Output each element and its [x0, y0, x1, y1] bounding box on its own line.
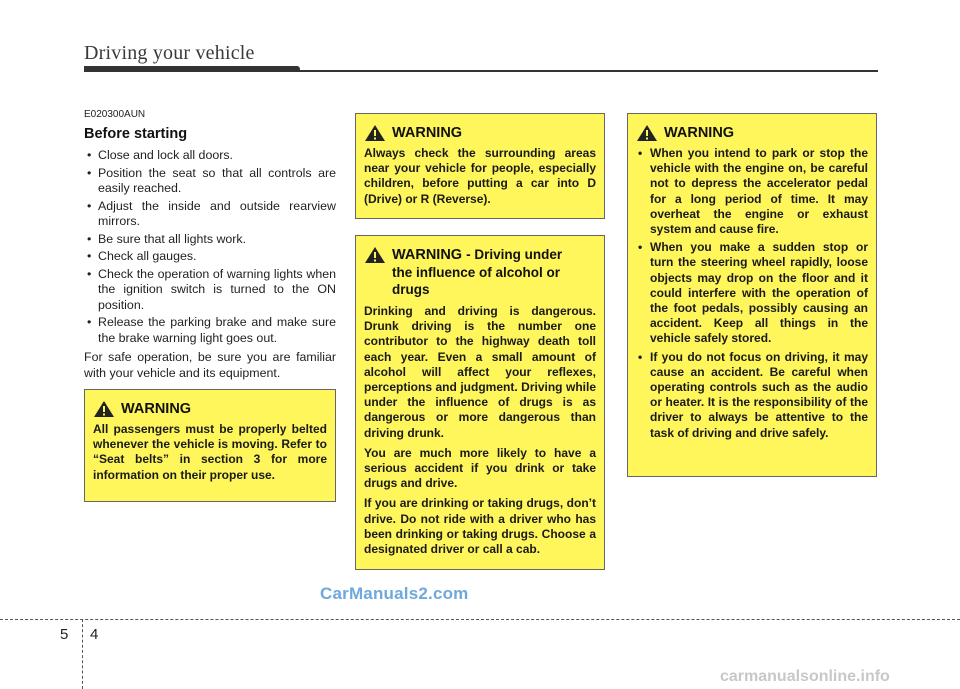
- warning-triangle-icon: [93, 400, 115, 418]
- checklist: [84, 148, 336, 346]
- warning-box-alcohol: [355, 235, 605, 570]
- checklist-item: • Close and lock all doors.: [84, 148, 336, 164]
- warning-paragraph: Drinking and driving is dangerous. Drunk driving is the number one contributor to the highway death toll each year. Even a small amount of alcohol will affect your reflexes, perceptions and judgment. Driving while under the influence of drugs is as dangerous or more dangerous than driving drunk.: [364, 304, 596, 440]
- page-chapter-number: 5: [60, 626, 69, 643]
- watermark-link[interactable]: CarManuals2.com: [320, 584, 469, 603]
- checklist-item: • Check all gauges.: [84, 249, 336, 265]
- page-header-title: Driving your vehicle: [84, 42, 255, 64]
- site-watermark: carmanualsonline.info: [720, 668, 890, 685]
- warning-paragraph: You are much more likely to have a serious accident if you drink or take drugs and drive.: [364, 445, 596, 491]
- checklist-item: • Release the parking brake and make sure the brake warning light goes out.: [84, 315, 336, 346]
- warning-title-text: WARNING: [392, 247, 463, 263]
- warning-list: [636, 146, 868, 441]
- warning-list-item: • When you intend to park or stop the vehicle with the engine on, be careful not to depress the accelerator pedal for a long period of time. It may overheat the engine or exhaust system and cause fire.: [636, 146, 868, 237]
- warning-body: All passengers must be properly belted whenever the vehicle is moving. Refer to “Seat belts” in section 3 for more information on their proper use.: [93, 422, 327, 482]
- warning-list-item: • When you make a sudden stop or turn the steering wheel rapidly, loose objects may drop on the floor and it could interfere with the operation of the foot pedals, possibly causing an accident. Keep all things in the vehicle safely stored.: [636, 240, 868, 346]
- warning-list-item: • If you do not focus on driving, it may cause an accident. Be careful when operating controls such as the audio or heater. It is the responsibility of the driver to always be attentive to the task of driving and drive safely.: [636, 350, 868, 441]
- warning-box-seatbelts: [84, 389, 336, 502]
- warning-title: WARNING: [664, 125, 735, 141]
- section-code: E020300AUN: [84, 109, 146, 120]
- warning-triangle-icon: [364, 246, 386, 264]
- closing-text: For safe operation, be sure you are familiar with your vehicle and its equipment.: [84, 350, 336, 380]
- warning-triangle-icon: [364, 124, 386, 142]
- page-number: 4: [90, 626, 99, 643]
- warning-subtitle: - Driving under: [466, 247, 563, 262]
- warning-title: [392, 246, 562, 264]
- checklist-item: • Be sure that all lights work.: [84, 232, 336, 248]
- warning-box-engine: [627, 113, 877, 477]
- warning-header: [364, 246, 596, 264]
- warning-paragraph: If you are drinking or taking drugs, don’t drive. Do not ride with a driver who has been drinking or taking drugs. Choose a designated driver or call a cab.: [364, 496, 596, 557]
- header-rule-accent: [84, 66, 300, 72]
- warning-header: [364, 124, 596, 142]
- checklist-item: • Adjust the inside and outside rearview mirrors.: [84, 199, 336, 230]
- footer-rule: [0, 619, 960, 620]
- section-heading: Before starting: [84, 126, 188, 142]
- warning-header: [93, 400, 327, 418]
- warning-header: [636, 124, 868, 142]
- warning-title: WARNING: [121, 401, 192, 417]
- warning-box-surroundings: [355, 113, 605, 219]
- before-starting-section: [84, 109, 336, 381]
- checklist-item: • Check the operation of warning lights when the ignition switch is turned to the ON position.: [84, 267, 336, 314]
- warning-body: Always check the surrounding areas near your vehicle for people, especially children, before putting a car into D (Drive) or R (Reverse).: [364, 146, 596, 206]
- warning-subtitle-continued: the influence of alcohol or drugs: [392, 265, 561, 297]
- checklist-item: • Position the seat so that all controls are easily reached.: [84, 166, 336, 197]
- warning-title: WARNING: [392, 125, 463, 141]
- warning-triangle-icon: [636, 124, 658, 142]
- footer-divider: [82, 619, 83, 689]
